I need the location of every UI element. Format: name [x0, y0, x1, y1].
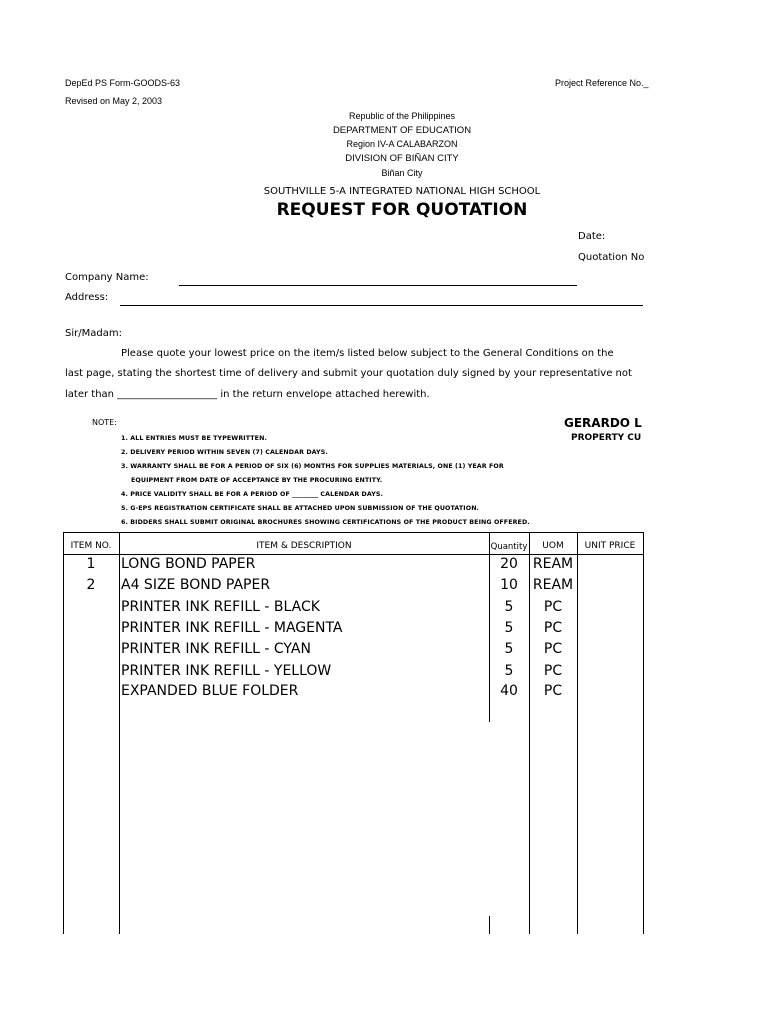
description-cell: PRINTER INK REFILL - CYAN: [121, 641, 311, 657]
company-name-label: Company Name:: [65, 272, 149, 283]
signatory-name: GERARDO L: [564, 416, 642, 430]
quantity-cell: 20: [500, 556, 518, 572]
address-label: Address:: [65, 292, 109, 303]
company-name-field[interactable]: [179, 285, 577, 286]
revised-date: Revised on May 2, 2003: [65, 96, 163, 106]
region-line: Region IV-A CALABARZON: [346, 139, 458, 149]
uom-cell: PC: [543, 641, 563, 657]
uom-cell: PC: [543, 683, 563, 699]
quantity-cell: 10: [500, 577, 518, 593]
note-item: 1. ALL ENTRIES MUST BE TYPEWRITTEN.: [121, 435, 267, 442]
letter-line-3: later than ____________________ in the return envelope attached herewith.: [65, 389, 430, 400]
form-code: DepEd PS Form-GOODS-63: [65, 78, 181, 88]
letter-line-1: Please quote your lowest price on the item/s listed below subject to the General Conditions on the: [121, 348, 614, 359]
uom-cell: PC: [543, 663, 563, 679]
uom-cell: REAM: [532, 556, 574, 572]
division-line: DIVISION OF BIÑAN CITY: [345, 153, 459, 164]
salutation: Sir/Madam:: [65, 328, 122, 339]
signatory-position: PROPERTY CU: [571, 433, 642, 443]
note-item: 4. PRICE VALIDITY SHALL BE FOR A PERIOD OF ________ CALENDAR DAYS.: [121, 491, 384, 498]
description-cell: A4 SIZE BOND PAPER: [121, 577, 271, 593]
table-col-border: [643, 532, 644, 934]
department-line: DEPARTMENT OF EDUCATION: [332, 125, 472, 136]
school-name: SOUTHVILLE 5-A INTEGRATED NATIONAL HIGH SCHOOL: [263, 186, 541, 197]
table-border-top: [63, 532, 644, 533]
note-item: 5. G-EPS REGISTRATION CERTIFICATE SHALL BE ATTACHED UPON SUBMISSION OF THE QUOTATION.: [121, 505, 480, 512]
description-cell: PRINTER INK REFILL - YELLOW: [121, 663, 332, 679]
document-title: REQUEST FOR QUOTATION: [276, 200, 528, 220]
description-cell: EXPANDED BLUE FOLDER: [121, 683, 299, 699]
table-col-border: [119, 532, 120, 934]
description-cell: LONG BOND PAPER: [121, 556, 256, 572]
note-item: EQUIPMENT FROM DATE OF ACCEPTANCE BY THE PROCURING ENTITY.: [131, 477, 383, 484]
note-item: 3. WARRANTY SHALL BE FOR A PERIOD OF SIX (6) MONTHS FOR SUPPLIES MATERIALS, ONE (1) YEAR FOR: [121, 463, 504, 470]
quantity-cell: 5: [504, 663, 514, 679]
table-col-border: [577, 532, 578, 934]
description-cell: PRINTER INK REFILL - MAGENTA: [121, 620, 343, 636]
quantity-cell: 5: [504, 599, 514, 615]
letter-line-2: last page, stating the shortest time of delivery and submit your quotation duly signed by your representative not: [65, 368, 632, 379]
note-item: 2. DELIVERY PERIOD WITHIN SEVEN (7) CALENDAR DAYS.: [121, 449, 328, 456]
uom-cell: PC: [543, 620, 563, 636]
header-uom: UOM: [542, 541, 564, 551]
note-label: NOTE:: [92, 418, 117, 427]
table-header-divider: [63, 554, 644, 555]
uom-cell: PC: [543, 599, 563, 615]
quantity-cell: 40: [500, 683, 518, 699]
quotation-no-label: Quotation No: [578, 252, 645, 263]
note-item: 6. BIDDERS SHALL SUBMIT ORIGINAL BROCHURES SHOWING CERTIFICATIONS OF THE PRODUCT BEING OFFERED.: [121, 519, 530, 526]
city-line: Biñan City: [381, 168, 423, 178]
uom-cell: REAM: [532, 577, 574, 593]
description-cell: PRINTER INK REFILL - BLACK: [121, 599, 320, 615]
quantity-cell: 5: [504, 620, 514, 636]
address-field[interactable]: [120, 305, 643, 306]
table-col-border: [489, 916, 490, 934]
header-unit-price: UNIT PRICE: [584, 541, 636, 551]
item-no-cell: 2: [86, 577, 96, 593]
header-item-no: ITEM NO.: [70, 541, 112, 551]
header-quantity: Quantity: [490, 542, 528, 552]
item-no-cell: 1: [86, 556, 96, 572]
header-description: ITEM & DESCRIPTION: [256, 541, 352, 551]
project-reference: Project Reference No._: [555, 78, 649, 88]
republic-line: Republic of the Philippines: [348, 111, 456, 121]
quantity-cell: 5: [504, 641, 514, 657]
date-label: Date:: [578, 231, 606, 242]
